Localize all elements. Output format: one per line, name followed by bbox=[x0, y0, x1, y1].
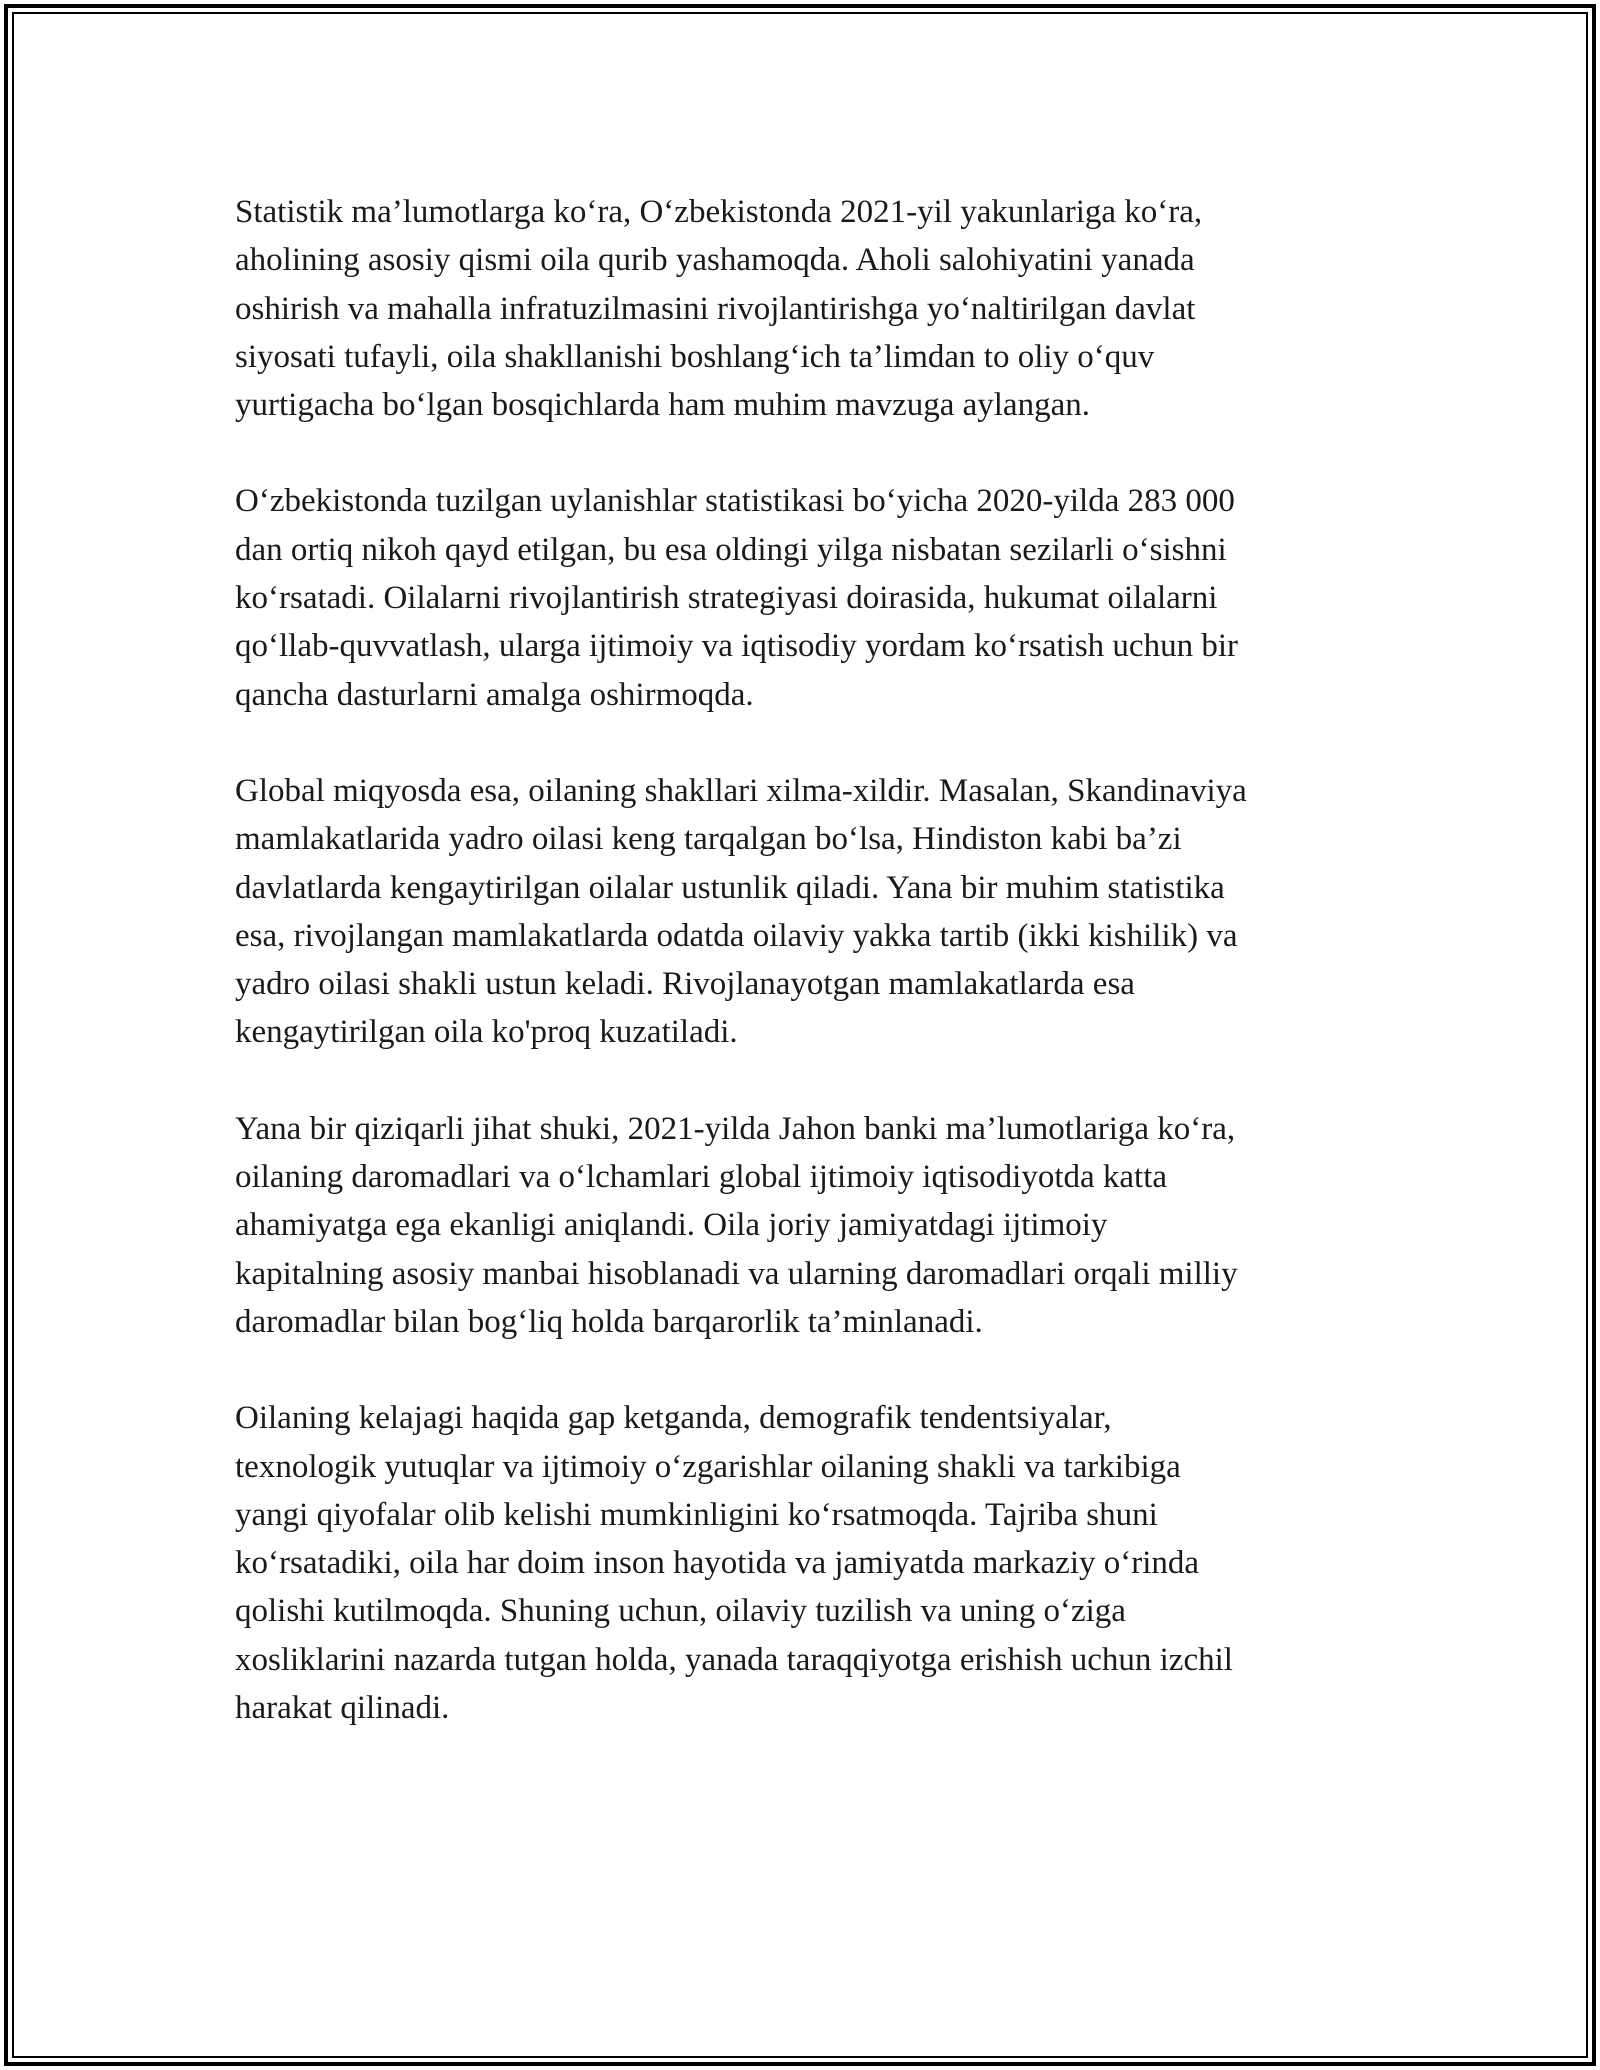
text-line: yangi qiyofalar olib kelishi mumkinligini ko‘rsatmoqda. Tajriba shuni bbox=[235, 1496, 1158, 1533]
text-line: dan ortiq nikoh qayd etilgan, bu esa oldingi yilga nisbatan sezilarli o‘sishni bbox=[235, 531, 1227, 568]
text-line: O‘zbekistonda tuzilgan uylanishlar statistikasi bo‘yicha 2020-yilda 283 000 bbox=[235, 483, 1235, 520]
text-line: Statistik ma’lumotlarga ko‘ra, O‘zbekistonda 2021-yil yakunlariga ko‘ra, bbox=[235, 194, 1203, 230]
text-line: kapitalning asosiy manbai hisoblanadi va ularning daromadlari orqali milliy bbox=[235, 1255, 1238, 1292]
text-line: Yana bir qiziqarli jihat shuki, 2021-yilda Jahon banki ma’lumotlariga ko‘ra, bbox=[235, 1110, 1236, 1147]
text-line: yadro oilasi shakli ustun keladi. Rivojlanayotgan mamlakatlarda esa bbox=[235, 966, 1135, 1003]
text-line: qolishi kutilmoqda. Shuning uchun, oilaviy tuzilish va uning o‘ziga bbox=[235, 1593, 1126, 1630]
text-line: ahamiyatga ega ekanligi aniqlandi. Oila joriy jamiyatdagi ijtimoiy bbox=[235, 1207, 1108, 1244]
text-line: siyosati tufayli, oila shakllanishi boshlang‘ich ta’limdan to oliy o‘quv bbox=[235, 338, 1155, 375]
text-line: texnologik yutuqlar va ijtimoiy o‘zgarishlar oilaning shakli va tarkibiga bbox=[235, 1448, 1181, 1485]
text-line: oshirish va mahalla infratuzilmasini rivojlantirishga yo‘naltirilgan davlat bbox=[235, 290, 1196, 327]
paragraph-3 bbox=[235, 767, 1385, 1057]
text-line: kengaytirilgan oila ko'proq kuzatiladi. bbox=[235, 1014, 738, 1051]
text-line: esa, rivojlangan mamlakatlarda odatda oilaviy yakka tartib (ikki kishilik) va bbox=[235, 917, 1238, 954]
paragraph-2 bbox=[235, 477, 1385, 718]
text-line: mamlakatlarida yadro oilasi keng tarqalgan bo‘lsa, Hindiston kabi ba’zi bbox=[235, 821, 1182, 858]
text-line: Oilaning kelajagi haqida gap ketganda, demografik tendentsiyalar, bbox=[235, 1400, 1112, 1437]
text-line: davlatlarda kengaytirilgan oilalar ustunlik qiladi. Yana bir muhim statistika bbox=[235, 869, 1225, 906]
text-line: yurtigacha bo‘lgan bosqichlarda ham muhim mavzuga aylangan. bbox=[235, 387, 1090, 424]
text-line: harakat qilinadi. bbox=[235, 1690, 450, 1727]
paragraph-5 bbox=[235, 1394, 1385, 1732]
paragraph-4 bbox=[235, 1105, 1385, 1346]
paragraph-1 bbox=[235, 188, 1385, 429]
document-body bbox=[235, 188, 1385, 1780]
text-line: xosliklarini nazarda tutgan holda, yanada taraqqiyotga erishish uchun izchil bbox=[235, 1641, 1233, 1678]
text-line: aholining asosiy qismi oila qurib yashamoqda. Aholi salohiyatini yanada bbox=[235, 242, 1195, 279]
text-line: daromadlar bilan bog‘liq holda barqarorlik ta’minlanadi. bbox=[235, 1303, 983, 1340]
text-line: ko‘rsatadiki, oila har doim inson hayotida va jamiyatda markaziy o‘rinda bbox=[235, 1545, 1200, 1582]
text-line: Global miqyosda esa, oilaning shakllari xilma-xildir. Masalan, Skandinaviya bbox=[235, 772, 1247, 809]
text-line: ko‘rsatadi. Oilalarni rivojlantirish strategiyasi doirasida, hukumat oilalarni bbox=[235, 580, 1218, 617]
text-line: qancha dasturlarni amalga oshirmoqda. bbox=[235, 676, 754, 713]
text-line: qo‘llab-quvvatlash, ularga ijtimoiy va iqtisodiy yordam ko‘rsatish uchun bir bbox=[235, 628, 1238, 665]
text-line: oilaning daromadlari va o‘lchamlari global ijtimoiy iqtisodiyotda katta bbox=[235, 1159, 1168, 1196]
